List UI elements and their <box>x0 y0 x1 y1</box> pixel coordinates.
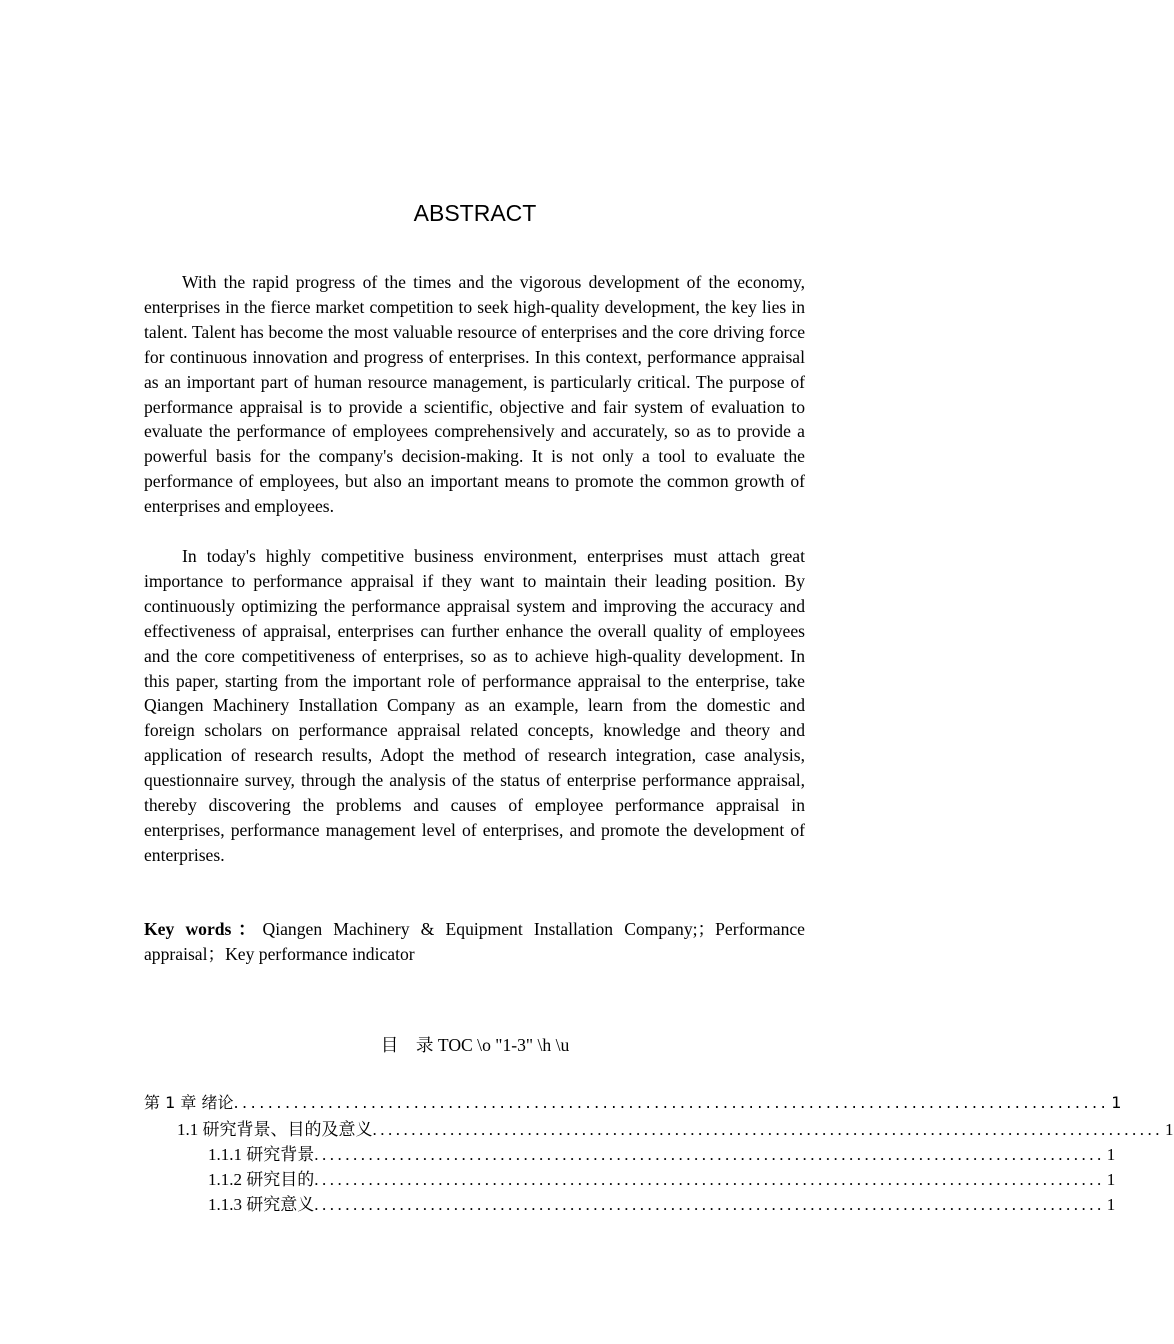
abstract-title: ABSTRACT <box>413 200 537 226</box>
toc-leader-dots: ...................................................................................................... <box>372 1120 1163 1139</box>
toc-entry-1-1-3[interactable] <box>208 1190 1116 1214</box>
toc-entry-label: 1.1.2 研究目的 <box>208 1170 315 1189</box>
toc-entry-page: 1 <box>1106 1145 1116 1164</box>
toc-leader-dots: ...................................................................................................... <box>314 1170 1105 1189</box>
toc-entry-label: 1.1 研究背景、目的及意义 <box>177 1120 373 1139</box>
keywords-text: Qiangen Machinery & Equipment Installation Company;；Performance appraisal；Key performance indicator <box>144 919 805 964</box>
keywords <box>144 917 805 967</box>
toc-leader-dots: ...................................................................................................... <box>314 1145 1105 1164</box>
keywords-label: Key words： <box>144 919 263 939</box>
toc-leader-dots: ...................................................................................................... <box>233 1093 1110 1112</box>
toc-entry-label: 第 1 章 绪论 <box>144 1093 234 1112</box>
toc-entry-1-1-1[interactable] <box>208 1140 1116 1164</box>
abstract-paragraph-2: In today's highly competitive business environment, enterprises must attach great importance to performance appraisal if they want to maintain their leading position. By continuously optimizing the performance appraisal system and improving the accuracy and effectiveness of appraisal, enterprises can further enhance the overall quality of employees and the core competitiveness of enterprises, so as to achieve high-quality development. In this paper, starting from the important role of performance appraisal to the enterprise, take Qiangen Machinery Installation Company as an example, learn from the domestic and foreign scholars on performance appraisal related concepts, knowledge and theory and application of research results, Adopt the method of research integration, case analysis, questionnaire survey, through the analysis of the status of enterprise performance appraisal, thereby discovering the problems and causes of employee performance appraisal in enterprises, performance management level of enterprises, and promote the development of enterprises. <box>144 546 805 865</box>
toc-entry-page: 1 <box>1165 1120 1174 1139</box>
toc-title: 目 录 TOC \o "1-3" \h \u <box>380 1035 570 1055</box>
toc-leader-dots: ...................................................................................................... <box>314 1195 1105 1214</box>
toc-entry-label: 1.1.3 研究意义 <box>208 1195 315 1214</box>
toc-entry-chapter-1[interactable] <box>144 1090 1122 1114</box>
toc-entry-page: 1 <box>1111 1093 1122 1112</box>
toc-entry-label: 1.1.1 研究背景 <box>208 1145 315 1164</box>
toc-entry-page: 1 <box>1106 1170 1116 1189</box>
abstract-paragraph-1: With the rapid progress of the times and the vigorous development of the economy, enterprises in the fierce market competition to seek high-quality development, the key lies in talent. Talent has become the most valuable resource of enterprises and the core driving force for continuous innovation and progress of enterprises. In this context, performance appraisal as an important part of human resource management, is particularly critical. The purpose of performance appraisal is to provide a scientific, objective and fair system of evaluation to evaluate the performance of employees comprehensively and accurately, so as to provide a powerful basis for the company's decision-making. It is not only a tool to evaluate the performance of employees, but also an important means to promote the common growth of enterprises and employees. <box>144 272 805 517</box>
toc-entry-1-1[interactable] <box>177 1115 1174 1139</box>
toc-entry-1-1-2[interactable] <box>208 1165 1116 1189</box>
toc-entry-page: 1 <box>1106 1195 1116 1214</box>
